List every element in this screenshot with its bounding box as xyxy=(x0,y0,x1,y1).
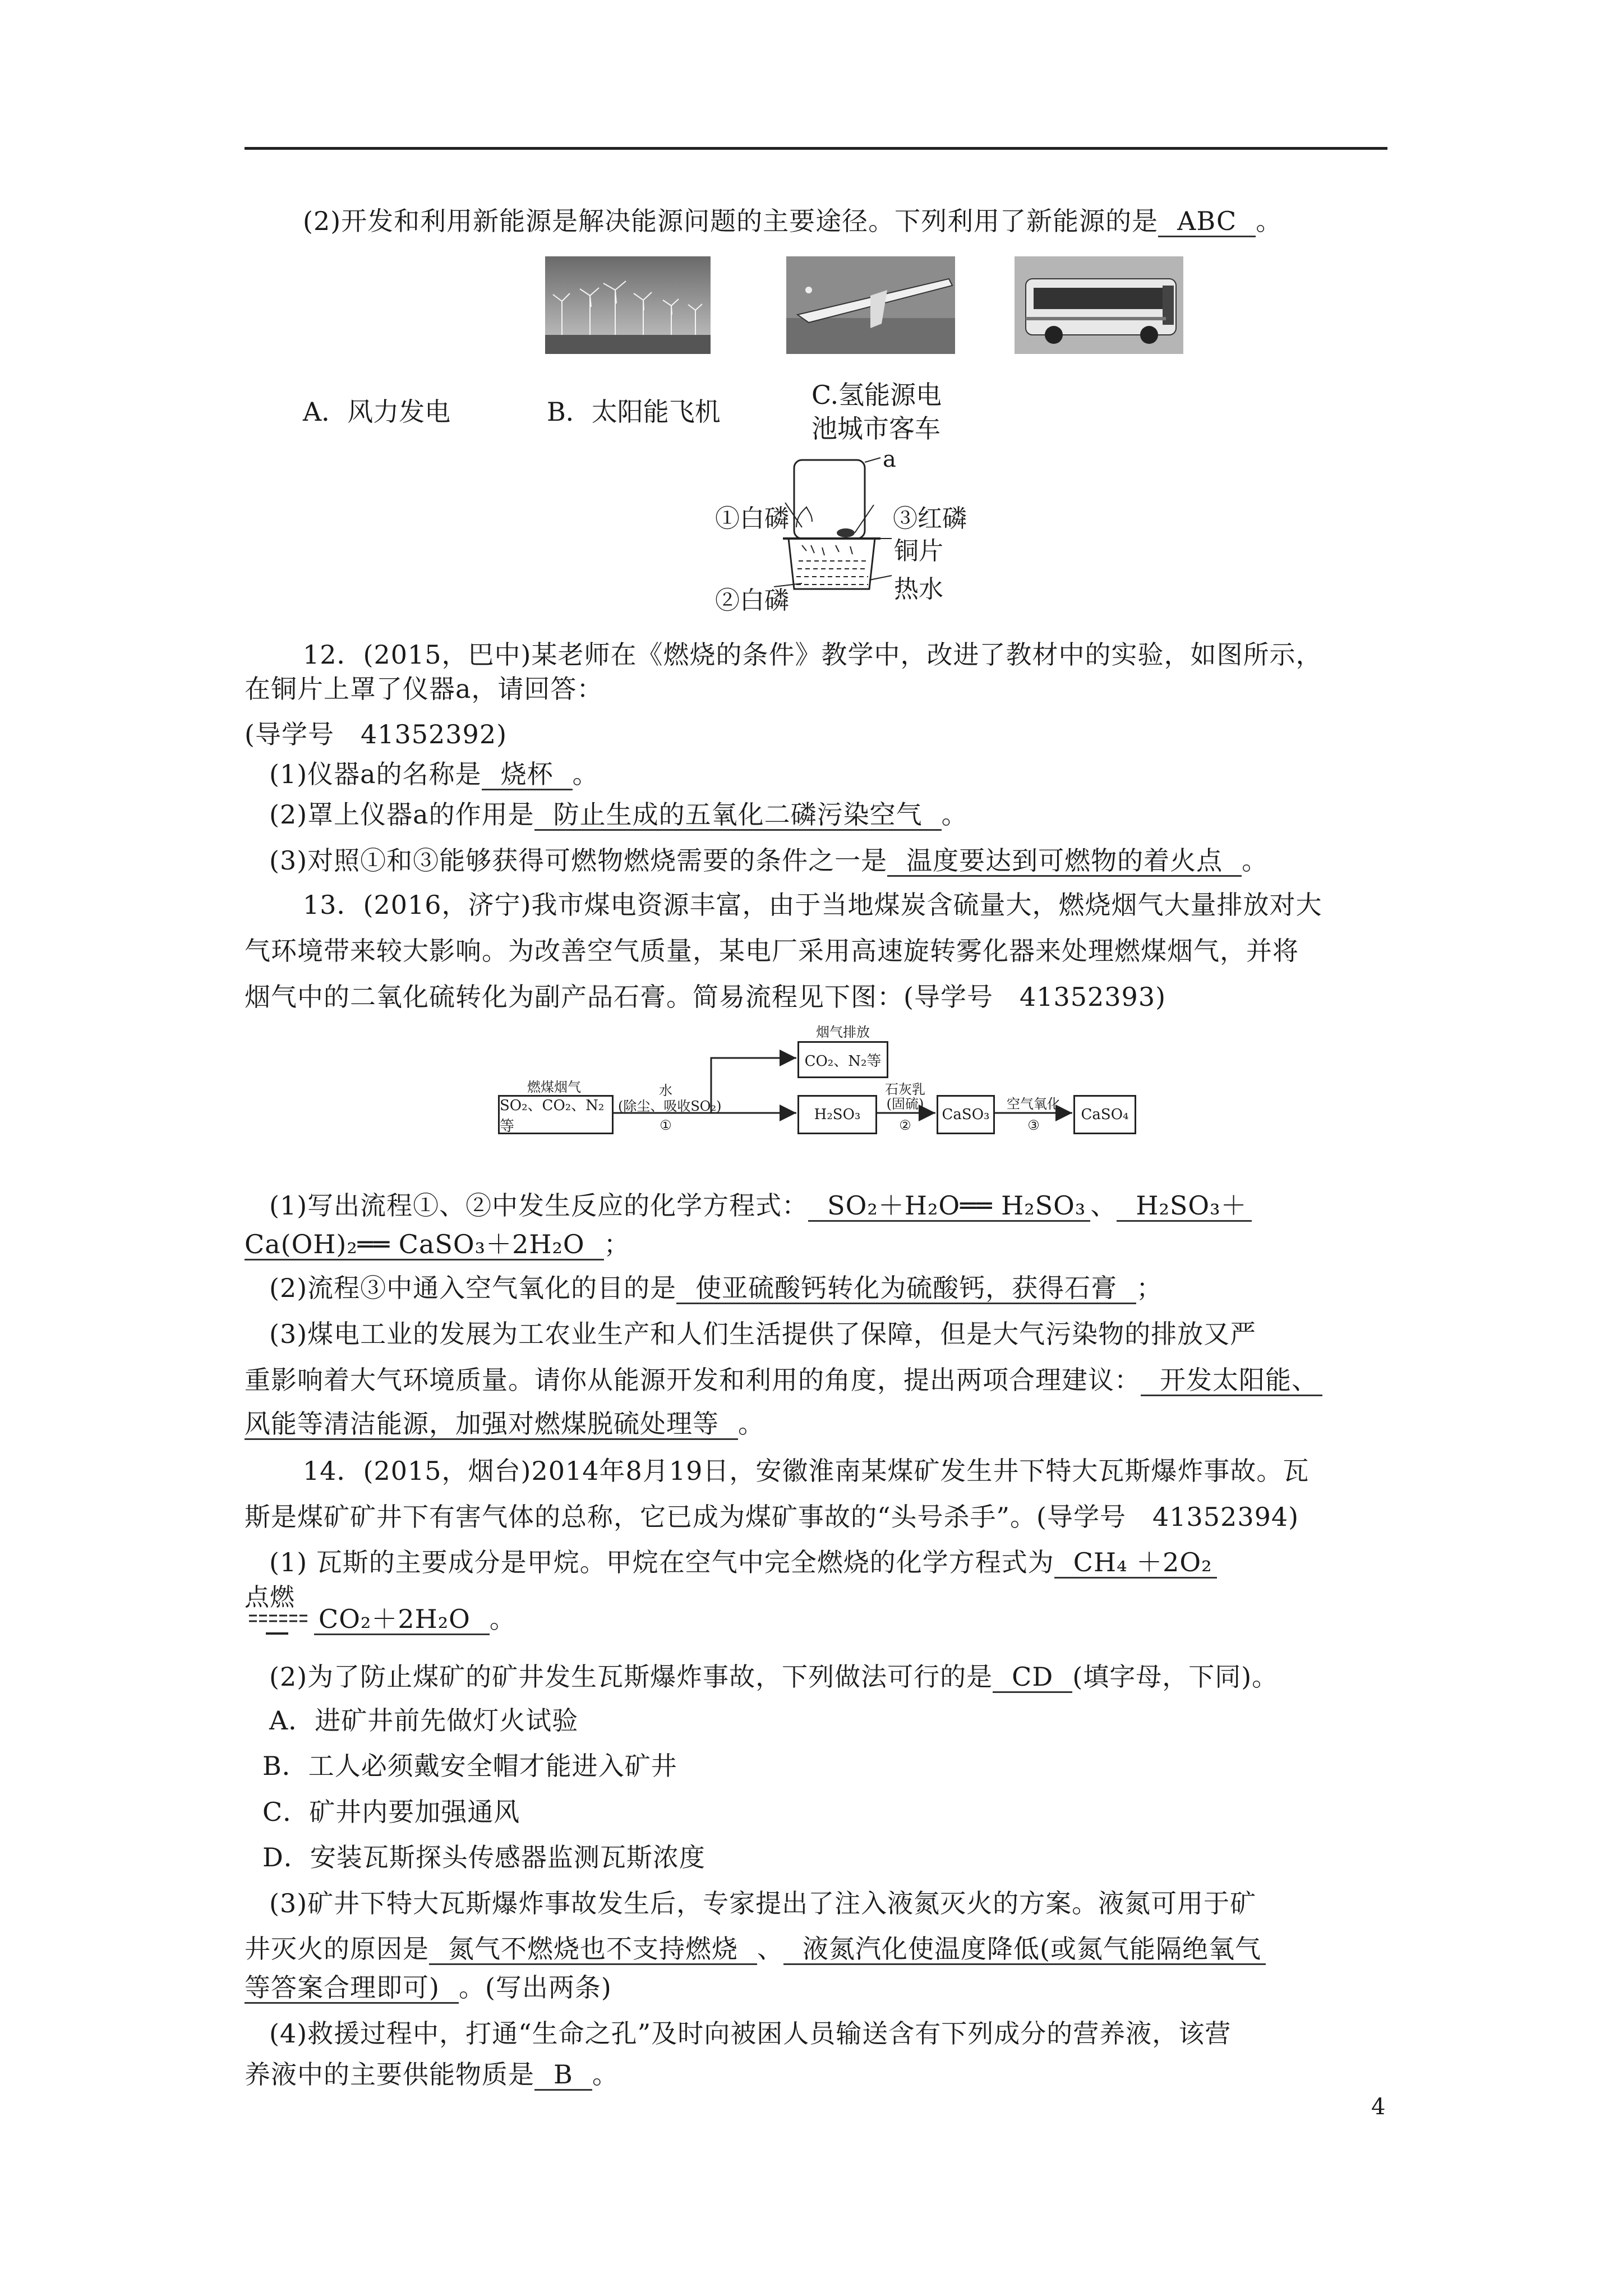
flow-box-flue-gas: SO₂、CO₂、N₂等 xyxy=(498,1095,614,1134)
flow-step3-reagent: 空气氧化 xyxy=(1007,1096,1061,1112)
flow-step1-desc: (除尘、吸收SO₂) xyxy=(618,1098,722,1114)
q13-part1-line2: Ca(OH)₂══ CaSO₃＋2H₂O ； xyxy=(245,1229,630,1259)
white-phosphorus-1-label: ①白磷 xyxy=(715,504,789,533)
answer-blank: 开发太阳能、 xyxy=(1141,1365,1322,1396)
q14-condition: 点燃 xyxy=(245,1583,295,1612)
flow-step1-reagent: 水 xyxy=(659,1083,672,1098)
header-rule xyxy=(245,147,1387,150)
answer-blank: B xyxy=(534,2060,592,2091)
hydrogen-bus-photo xyxy=(1015,256,1183,354)
q14-option-a: A．进矿井前先做灯火试验 xyxy=(269,1705,579,1736)
q14-option-d: D．安装瓦斯探头传感器监测瓦斯浓度 xyxy=(262,1842,706,1872)
answer-blank: CD xyxy=(993,1662,1072,1693)
q14-stem-1: 14．(2015，烟台)2014年8月19日，安徽淮南某煤矿发生井下特大瓦斯爆炸事故。瓦 xyxy=(303,1456,1310,1486)
flow-box-caso4: CaSO₄ xyxy=(1073,1095,1136,1134)
answer-blank: 使亚硫酸钙转化为硫酸钙，获得石膏 xyxy=(676,1273,1136,1304)
answer-blank: 等答案合理即可) xyxy=(245,1973,459,2004)
answer-blank: 液氮汽化使温度降低(或氮气能隔绝氧气 xyxy=(783,1934,1266,1965)
q13-stem-1: 13．(2016，济宁)我市煤电资源丰富，由于当地煤炭含硫量大，燃烧烟气大量排放对大 xyxy=(303,890,1322,920)
answer-blank: Ca(OH)₂══ CaSO₃＋2H₂O xyxy=(245,1230,604,1260)
apparatus-a-label: a xyxy=(883,447,896,472)
q13-part3-line2: 重影响着大气环境质量。请你从能源开发和利用的角度，提出两项合理建议： 开发太阳能、 xyxy=(245,1363,1322,1397)
flow-box-h2so3: H₂SO₃ xyxy=(797,1095,877,1134)
page-number: 4 xyxy=(1371,2094,1386,2120)
q12-part3: (3)对照①和③能够获得可燃物燃烧需要的条件之一是 温度要达到可燃物的着火点 。 xyxy=(269,845,1269,876)
answer-blank: H₂SO₃＋ xyxy=(1117,1191,1251,1222)
answer-blank: ABC xyxy=(1158,206,1256,237)
option-c-line1: C.氢能源电 xyxy=(811,380,942,410)
q13-part3-line1: (3)煤电工业的发展为工农业生产和人们生活提供了保障，但是大气污染物的排放又严 xyxy=(269,1319,1257,1349)
option-c-line2: 池城市客车 xyxy=(811,413,940,444)
flow-step2-desc: (固硫) xyxy=(886,1096,924,1112)
q14-part1-line1: (1) 瓦斯的主要成分是甲烷。甲烷在空气中完全燃烧的化学方程式为 CH₄ ＋2O₂ xyxy=(269,1545,1217,1579)
q13-stem-3: 烟气中的二氧化硫转化为副产品石膏。简易流程见下图：(导学号 41352393) xyxy=(245,982,1166,1012)
flow-top-label: 烟气排放 xyxy=(816,1024,870,1040)
q13-part1-line1: (1)写出流程①、②中发生反应的化学方程式： SO₂＋H₂O══ H₂SO₃ 、 H₂SO₃＋ xyxy=(269,1189,1252,1222)
option-b: B．太阳能飞机 xyxy=(547,397,721,427)
flow-step1-num: ① xyxy=(660,1117,672,1133)
red-phosphorus-label: ③红磷 xyxy=(893,504,967,533)
option-a: A．风力发电 xyxy=(303,397,451,427)
q12-stem-1: 12．(2015，巴中)某老师在《燃烧的条件》教学中，改进了教材中的实验，如图所示， xyxy=(303,639,1322,670)
q12-part2: (2)罩上仪器a的作用是 防止生成的五氧化二磷污染空气 。 xyxy=(269,799,968,830)
q12-guide-number: (导学号 41352392) xyxy=(245,719,508,749)
flow-box-exhaust: CO₂、N₂等 xyxy=(797,1041,888,1078)
answer-blank: CH₄ ＋2O₂ xyxy=(1054,1548,1217,1579)
q13-part3-line3: 风能等清洁能源，加强对燃煤脱硫处理等 。 xyxy=(245,1409,764,1439)
flow-start-label: 燃煤烟气 xyxy=(527,1079,581,1095)
answer-blank: SO₂＋H₂O══ H₂SO₃ xyxy=(808,1191,1090,1222)
q14-part4-line1: (4)救援过程中，打通“生命之孔”及时向被困人员输送含有下列成分的营养液，该营 xyxy=(269,2018,1232,2049)
hot-water-label: 热水 xyxy=(894,575,943,604)
flow-step3-num: ③ xyxy=(1027,1117,1040,1133)
q11-part2: (2)开发和利用新能源是解决能源问题的主要途径。下列利用了新能源的是 ABC 。 xyxy=(303,206,1283,236)
q14-part3-line1: (3)矿井下特大瓦斯爆炸事故发生后，专家提出了注入液氮灭火的方案。液氮可用于矿 xyxy=(269,1888,1257,1918)
reaction-equals-sign xyxy=(249,1613,307,1625)
answer-blank: 氮气不燃烧也不支持燃烧 xyxy=(429,1934,757,1965)
q14-option-c: C．矿井内要加强通风 xyxy=(262,1797,520,1827)
q14-part2: (2)为了防止煤矿的矿井发生瓦斯爆炸事故，下列做法可行的是 CD (填字母，下同)。 xyxy=(269,1662,1279,1692)
flow-step2-reagent: 石灰乳 xyxy=(885,1082,925,1097)
q14-stem-2: 斯是煤矿矿井下有害气体的总称，它已成为煤矿事故的“头号杀手”。(导学号 41352394) xyxy=(245,1502,1299,1532)
solar-plane-photo xyxy=(786,256,955,354)
flow-step2-num: ② xyxy=(899,1117,911,1133)
q12-part1: (1)仪器a的名称是 烧杯 。 xyxy=(269,759,599,789)
combustion-apparatus-figure xyxy=(712,449,1004,617)
answer-blank: 防止生成的五氧化二磷污染空气 xyxy=(534,800,942,831)
q14-part4-line2: 养液中的主要供能物质是 B 。 xyxy=(245,2059,619,2090)
q14-option-b: B．工人必须戴安全帽才能进入矿井 xyxy=(262,1751,677,1781)
q14-part1-line2: CO₂＋2H₂O 。 xyxy=(314,1602,516,1636)
white-phosphorus-2-label: ②白磷 xyxy=(715,586,789,615)
q12-stem-2: 在铜片上罩了仪器a，请回答： xyxy=(245,674,603,704)
answer-blank: 风能等清洁能源，加强对燃煤脱硫处理等 xyxy=(245,1409,738,1440)
answer-blank: CO₂＋2H₂O xyxy=(314,1604,490,1635)
q13-part2: (2)流程③中通入空气氧化的目的是 使亚硫酸钙转化为硫酸钙，获得石膏 ； xyxy=(269,1273,1163,1303)
q14-part3-line3: 等答案合理即可) 。(写出两条) xyxy=(245,1972,612,2003)
q14-part3-line2: 井灭火的原因是 氮气不燃烧也不支持燃烧 、 液氮汽化使温度降低(或氮气能隔绝氧气 xyxy=(245,1932,1266,1966)
q13-stem-2: 气环境带来较大影响。为改善空气质量，某电厂采用高速旋转雾化器来处理燃煤烟气，并将 xyxy=(245,936,1299,966)
wind-farm-photo xyxy=(545,256,711,354)
answer-blank: 温度要达到可燃物的着火点 xyxy=(887,846,1242,877)
answer-blank: 烧杯 xyxy=(482,760,573,790)
copper-sheet-label: 铜片 xyxy=(894,537,943,565)
flow-box-caso3: CaSO₃ xyxy=(937,1095,995,1134)
process-flow-diagram xyxy=(498,1019,1199,1153)
